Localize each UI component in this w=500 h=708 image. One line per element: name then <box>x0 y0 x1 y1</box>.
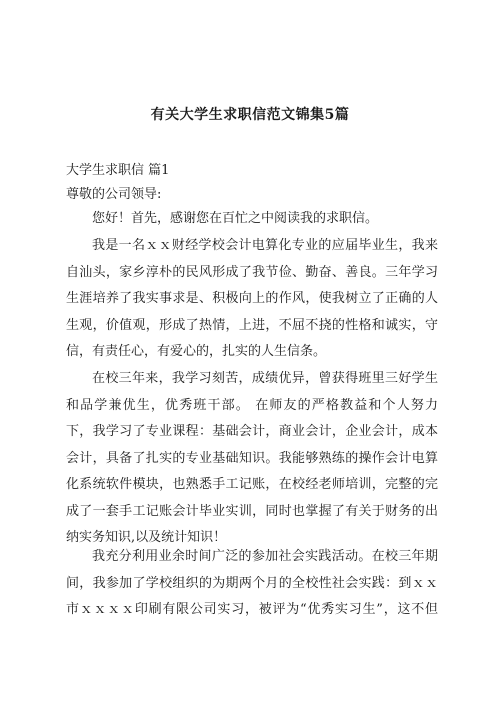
paragraph-practice <box>66 544 438 624</box>
text-line: 您好！首先，感谢您在百忙之中阅读我的求职信。 <box>92 211 379 226</box>
paragraph-studies <box>66 366 438 552</box>
text-line: 市ｘｘｘｘ印刷有限公司实习，被评为“优秀实习生”，这不但 <box>66 602 438 617</box>
paragraph-introduction <box>66 233 438 366</box>
text-line: 在校三年来，我学习刻苦，成绩优异，曾获得班里三好学生 <box>92 371 438 386</box>
text-line: 会计，具备了扎实的专业基础知识。我能够熟练的操作会计电算 <box>66 450 438 466</box>
text-line: 我充分利用业余时间广泛的参加社会实践活动。在校三年期 <box>92 549 438 564</box>
document-title: 有关大学生求职信范文锦集5篇 <box>150 107 350 123</box>
text-line: 成了一套手工记账会计毕业实训，同时也掌握了有关于财务的出 <box>66 503 438 519</box>
text-line: 生观，价值观，形成了热情，上进，不屈不挠的性格和诚实，守 <box>66 317 438 333</box>
text-line: 自汕头，家乡淳朴的民风形成了我节俭、勤奋、善良。三年学习 <box>66 264 438 280</box>
text-line: 信，有责任心，有爱心的，扎实的人生信条。 <box>66 344 327 359</box>
salutation: 尊敬的公司领导: <box>66 187 162 202</box>
section-heading: 大学生求职信 篇1 <box>66 163 170 178</box>
text-line: 我是一名ｘｘ财经学校会计电算化专业的应届毕业生，我来 <box>92 238 438 253</box>
text-line: 化系统软件模块，也熟悉手工记账，在校经老师培训，完整的完 <box>66 477 438 492</box>
text-line: 生涯培养了我实事求是、积极向上的作风，使我树立了正确的人 <box>66 291 438 306</box>
text-line: 纳实务知识,以及统计知识！ <box>66 530 227 545</box>
text-line: 和品学兼优生，优秀班干部。 在师友的严格教益和个人努力 <box>66 397 438 413</box>
text-line: 下，我学习了专业课程：基础会计，商业会计，企业会计，成本 <box>66 424 438 439</box>
paragraph-greeting <box>66 206 438 233</box>
text-line: 间，我参加了学校组织的为期两个月的全校性社会实践：到ｘｘ <box>66 575 438 591</box>
